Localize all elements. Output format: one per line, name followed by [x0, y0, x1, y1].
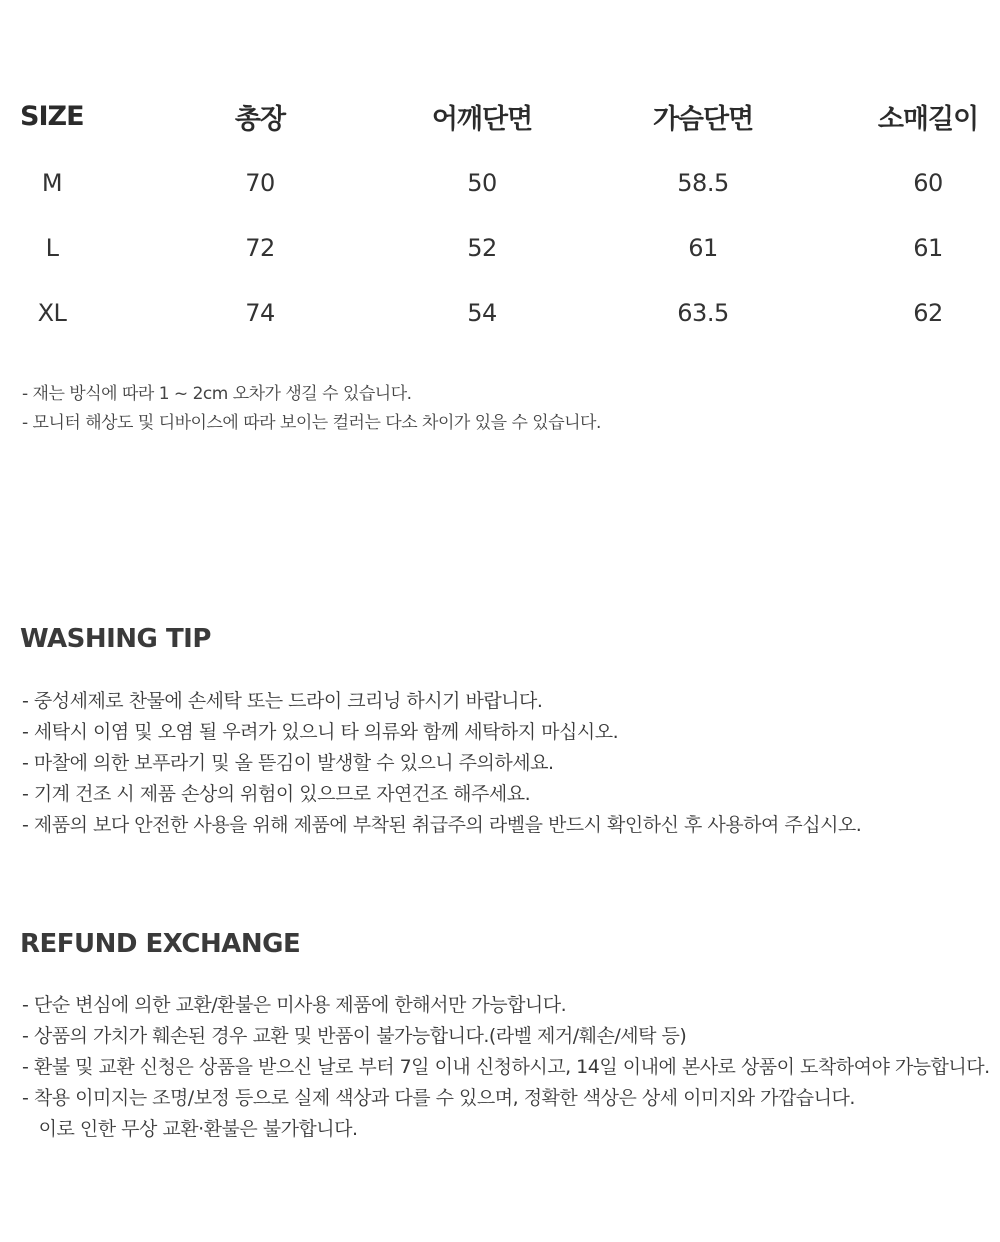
shoulder-width-value: 54	[467, 298, 497, 327]
shoulder-width-value: 50	[467, 168, 497, 197]
size-notes	[22, 380, 601, 438]
size-table-header	[0, 82, 1000, 150]
header-sleeve-length: 소매길이	[877, 103, 979, 135]
chest-width-value: 58.5	[677, 168, 729, 197]
refund-exchange-title: REFUND EXCHANGE	[20, 929, 301, 959]
washing-tip-title: WASHING TIP	[20, 624, 211, 654]
washing-tip-item: - 세탁시 이염 및 오염 될 우려가 있으니 타 의류와 함께 세탁하지 마십시오.	[22, 721, 619, 743]
size-label: L	[45, 233, 59, 262]
size-label: M	[41, 168, 63, 197]
header-size: SIZE	[20, 100, 84, 132]
size-note: - 모니터 해상도 및 디바이스에 따라 보이는 컬러는 다소 차이가 있을 수 있습니다.	[22, 413, 601, 433]
size-table	[0, 82, 1000, 345]
size-label: XL	[37, 298, 67, 327]
table-row	[0, 215, 1000, 280]
size-note: - 재는 방식에 따라 1 ~ 2cm 오차가 생길 수 있습니다.	[22, 384, 412, 404]
washing-tip-list	[22, 686, 861, 841]
total-length-value: 70	[245, 168, 275, 197]
sleeve-length-value: 61	[913, 233, 943, 262]
refund-exchange-item: - 환불 및 교환 신청은 상품을 받으신 날로 부터 7일 이내 신청하시고, 14일 이내에 본사로 상품이 도착하여야 가능합니다.	[22, 1056, 990, 1078]
washing-tip-item: - 마찰에 의한 보푸라기 및 올 뜯김이 발생할 수 있으니 주의하세요.	[22, 752, 554, 774]
table-row	[0, 150, 1000, 215]
washing-tip-item: - 제품의 보다 안전한 사용을 위해 제품에 부착된 취급주의 라벨을 반드시 확인하신 후 사용하여 주십시오.	[22, 814, 862, 836]
total-length-value: 72	[245, 233, 275, 262]
header-total-length: 총장	[234, 103, 286, 135]
refund-exchange-item: 이로 인한 무상 교환·환불은 불가합니다.	[22, 1118, 358, 1140]
refund-exchange-item: - 상품의 가치가 훼손된 경우 교환 및 반품이 불가능합니다.(라벨 제거/훼손/세탁 등)	[22, 1025, 687, 1047]
sleeve-length-value: 62	[913, 298, 943, 327]
chest-width-value: 61	[688, 233, 718, 262]
shoulder-width-value: 52	[467, 233, 497, 262]
table-row	[0, 280, 1000, 345]
refund-exchange-item: - 단순 변심에 의한 교환/환불은 미사용 제품에 한해서만 가능합니다.	[22, 994, 567, 1016]
total-length-value: 74	[245, 298, 275, 327]
washing-tip-item: - 중성세제로 찬물에 손세탁 또는 드라이 크리닝 하시기 바랍니다.	[22, 690, 543, 712]
sleeve-length-value: 60	[913, 168, 943, 197]
chest-width-value: 63.5	[677, 298, 729, 327]
washing-tip-item: - 기계 건조 시 제품 손상의 위험이 있으므로 자연건조 해주세요.	[22, 783, 531, 805]
refund-exchange-list	[22, 990, 990, 1145]
header-shoulder-width: 어깨단면	[431, 103, 533, 135]
header-chest-width: 가슴단면	[652, 103, 754, 135]
refund-exchange-item: - 착용 이미지는 조명/보정 등으로 실제 색상과 다를 수 있으며, 정확한 색상은 상세 이미지와 가깝습니다.	[22, 1087, 855, 1109]
